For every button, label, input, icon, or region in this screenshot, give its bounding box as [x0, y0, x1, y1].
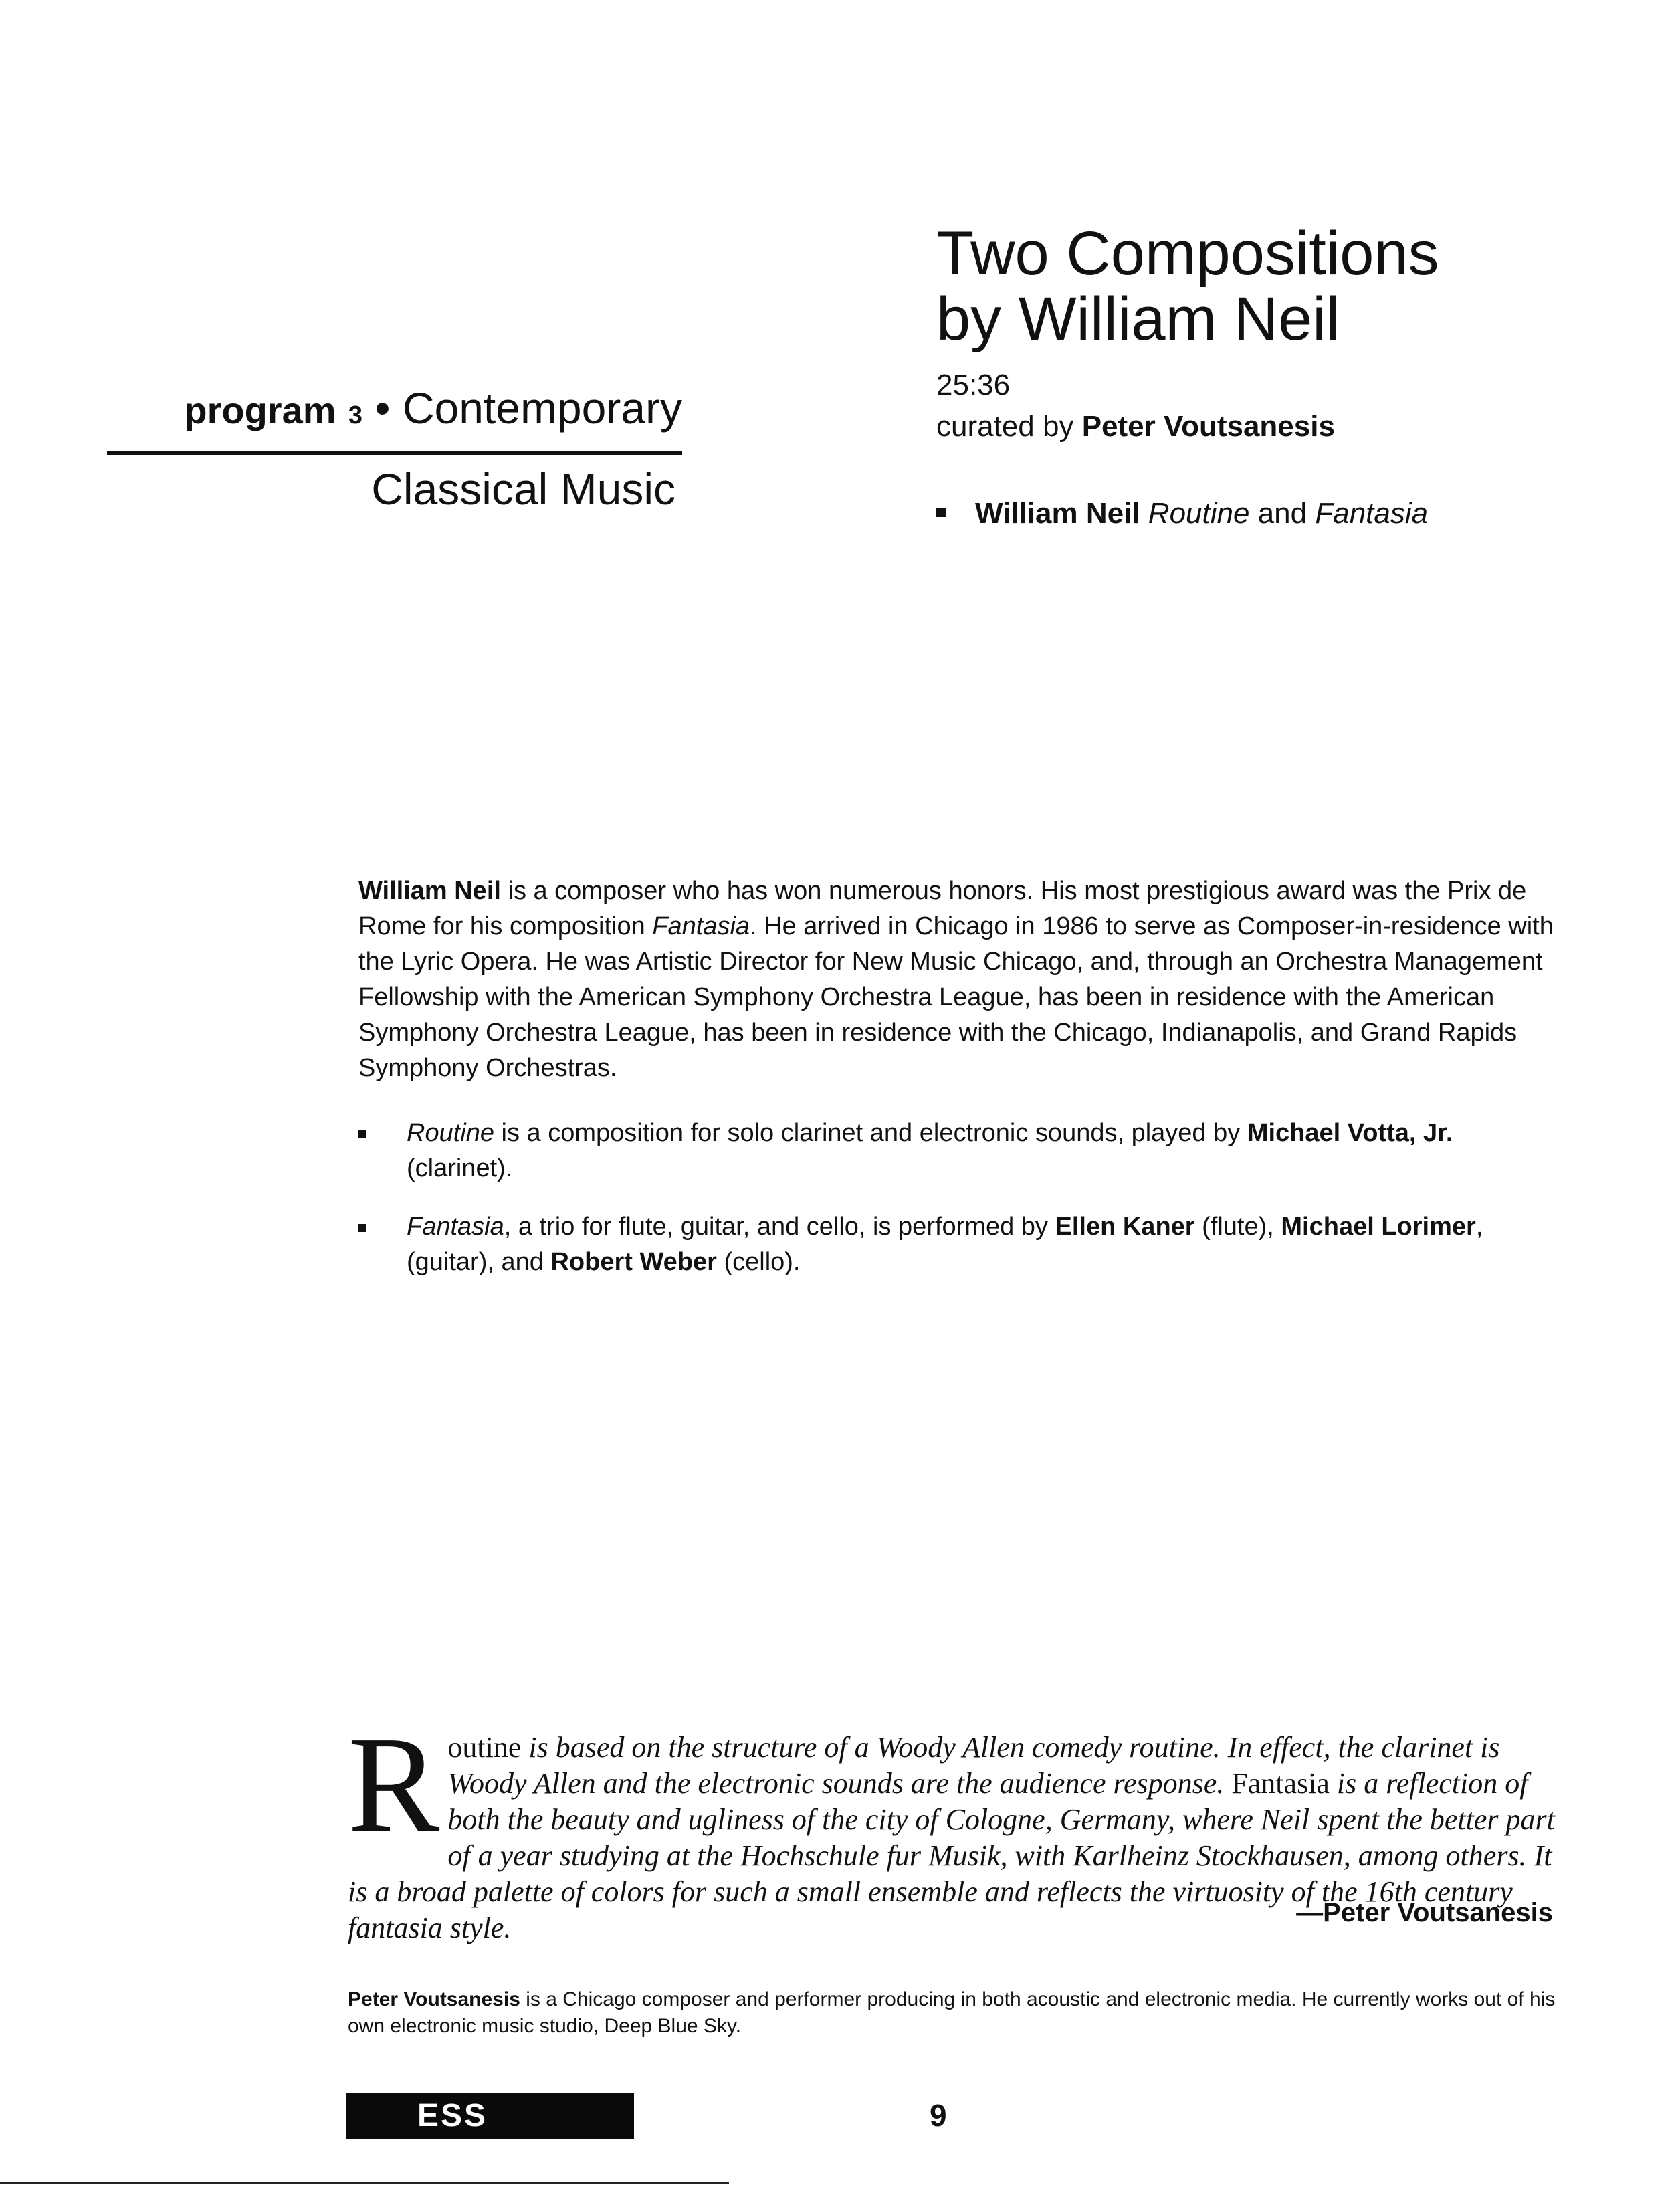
curated-prefix: curated by: [936, 410, 1074, 443]
footnote: [348, 1986, 1565, 2040]
program-heading: [107, 381, 682, 516]
performer-name: Ellen Kaner: [1055, 1213, 1195, 1241]
drop-cap: R: [348, 1707, 440, 1861]
quote-word1: outine: [447, 1731, 522, 1764]
page-number: 9: [930, 2098, 947, 2133]
quote-word2: Fantasia: [1231, 1767, 1330, 1800]
footnote-text: is a Chicago composer and performer producing in both acoustic and electronic media. He currently works out of his own electronic music studio, Deep Blue Sky.: [348, 1988, 1556, 2037]
performer-role: (flute),: [1194, 1213, 1281, 1241]
performer-role: , (guitar), and: [407, 1213, 1483, 1276]
bio-paragraph: [358, 873, 1562, 1086]
curator-name: Peter Voutsanesis: [1081, 410, 1335, 443]
program-number: 3: [348, 401, 363, 429]
bio-name: William Neil: [358, 877, 501, 905]
quote-text2: is a reflection of both the beauty and ugliness of the city of Cologne, Germany, where Neil spent the better part of a year studying at the Hochschule fur Musik, with Karlheinz Stockhausen, among others. It is a broad palette of colors for such a small ensemble and reflects the virtuosity of the 16th century fantasia style.: [348, 1767, 1555, 1944]
footnote-name: Peter Voutsanesis: [348, 1988, 520, 2010]
program-item-composer: William Neil: [975, 497, 1140, 530]
performer-role: (cello).: [716, 1248, 801, 1276]
program-bullet: •: [375, 383, 391, 433]
program-item: [936, 495, 1428, 532]
quote-attribution: —Peter Voutsanesis: [1296, 1898, 1553, 1927]
bio-item-work: Routine: [407, 1119, 494, 1147]
bio-work: Fantasia: [652, 912, 750, 940]
performer-name: Michael Lorimer: [1281, 1213, 1476, 1241]
program-title-line1: Contemporary: [402, 383, 682, 433]
program-heading-line1: [107, 381, 682, 442]
program-item-work1: Routine: [1148, 497, 1250, 530]
program-item-work2: Fantasia: [1315, 497, 1429, 530]
list-item: [358, 1209, 1562, 1280]
curated-by: [936, 408, 1335, 445]
page-title-line2: by William Neil: [936, 285, 1340, 353]
square-bullet-icon: [358, 1130, 366, 1138]
quote-text1: is based on the structure of a Woody Allen comedy routine. In effect, the clarinet is Woody Allen and the electronic sounds are the audience response.: [447, 1731, 1500, 1800]
bio-item-text: , a trio for flute, guitar, and cello, is performed by: [504, 1213, 1055, 1241]
program-label: program: [184, 389, 336, 431]
program-title-line2: Classical Music: [371, 464, 675, 514]
bottom-rule: [0, 2182, 729, 2184]
program-rule: [107, 451, 682, 455]
square-bullet-icon: [358, 1224, 366, 1232]
bio-text1: is a composer who has won numerous honors. His most prestigious award was the Prix de Rome for his composition: [358, 877, 1527, 940]
performer-name: Michael Votta, Jr.: [1247, 1119, 1453, 1147]
square-bullet-icon: [936, 508, 946, 517]
duration: 25:36: [936, 369, 1011, 401]
footer-bar: [346, 2093, 634, 2139]
page-title: [936, 221, 1439, 352]
performer-role: (clarinet).: [407, 1154, 513, 1182]
performer-name: Robert Weber: [550, 1248, 717, 1276]
bio-item-text: is a composition for solo clarinet and electronic sounds, played by: [494, 1119, 1247, 1147]
bio-text2: . He arrived in Chicago in 1986 to serve as Composer-in-residence with the Lyric Opera. He was Artistic Director for New Music Chicago, and, through an Orchestra Management Fellowship with the American Symphony Orchestra League, has been in residence with the American Symphony Orchestra League, has been in residence with the Chicago, Indianapolis, and Grand Rapids Symphony Orchestras.: [358, 912, 1554, 1082]
footer-label: ESS: [417, 2098, 488, 2133]
list-item: [358, 1116, 1562, 1186]
bio-item-work: Fantasia: [407, 1213, 504, 1241]
program-item-conj: and: [1257, 497, 1307, 530]
page-title-line1: Two Compositions: [936, 219, 1439, 288]
